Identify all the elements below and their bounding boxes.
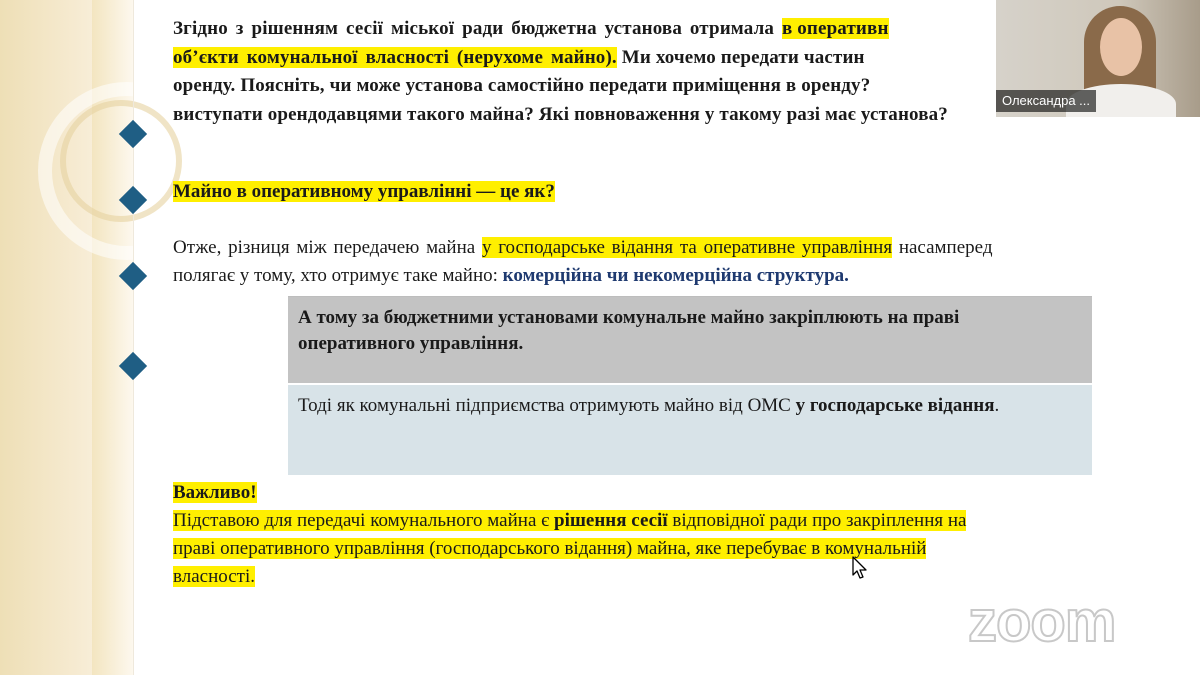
emphasis-text: комерційна чи некомерційна структура. [502,265,849,286]
callout-text: Тоді як комунальні підприємства отримують майно від ОМС у господарське відання. [298,395,1000,416]
mouse-cursor-icon [852,556,868,580]
section-heading [173,180,555,204]
question-line-3: оренду. Поясніть, чи може установа самостійно передати приміщення в оренду? [173,75,871,96]
slide-left-decoration [0,0,133,675]
participant-face [1100,18,1142,76]
gray-callout-box [288,296,1092,383]
explanation-paragraph: Отже, різниця між передачею майна у господарське відання та оперативне управління насамперед полягає у тому, хто отримує таке майно: комерційна чи некомерційна структура. [173,237,993,286]
decor-arc-inner [60,100,182,222]
callout-text: А тому за бюджетними установами комунальне майно закріплюють на праві оперативного управління. [298,307,960,354]
important-title: Важливо! [173,482,257,503]
blue-callout-box [288,385,1092,475]
participant-video-tile[interactable] [996,0,1200,117]
question-line-2: об’єкти комунальної власності (нерухоме майно). Ми хочемо передати частин [173,46,865,68]
highlight-span: в оперативн [781,18,889,39]
highlight-span: у господарське відання та оперативне управління [481,237,893,258]
zoom-watermark: zoom [968,589,1116,654]
question-text [173,17,993,131]
highlight-span: Майно в оперативному управлінні — це як? [173,181,555,202]
question-line-1: Згідно з рішенням сесії міської ради бюджетна установа отримала в оперативн [173,18,889,39]
important-note: Важливо! Підставою для передачі комунального майна є рішення сесії відповідної ради про закріплення на праві оперативного управління (господарського відання) майна, яке перебуває в комунальній власності. [173,482,967,587]
question-line-4: виступати орендодавцями такого майна? Які повноваження у такому разі має установа? [173,103,948,125]
highlight-span: об’єкти комунальної власності (нерухоме майно). [173,46,617,68]
participant-name-label: Олександра ... [996,90,1096,112]
slide-edge [133,0,134,675]
